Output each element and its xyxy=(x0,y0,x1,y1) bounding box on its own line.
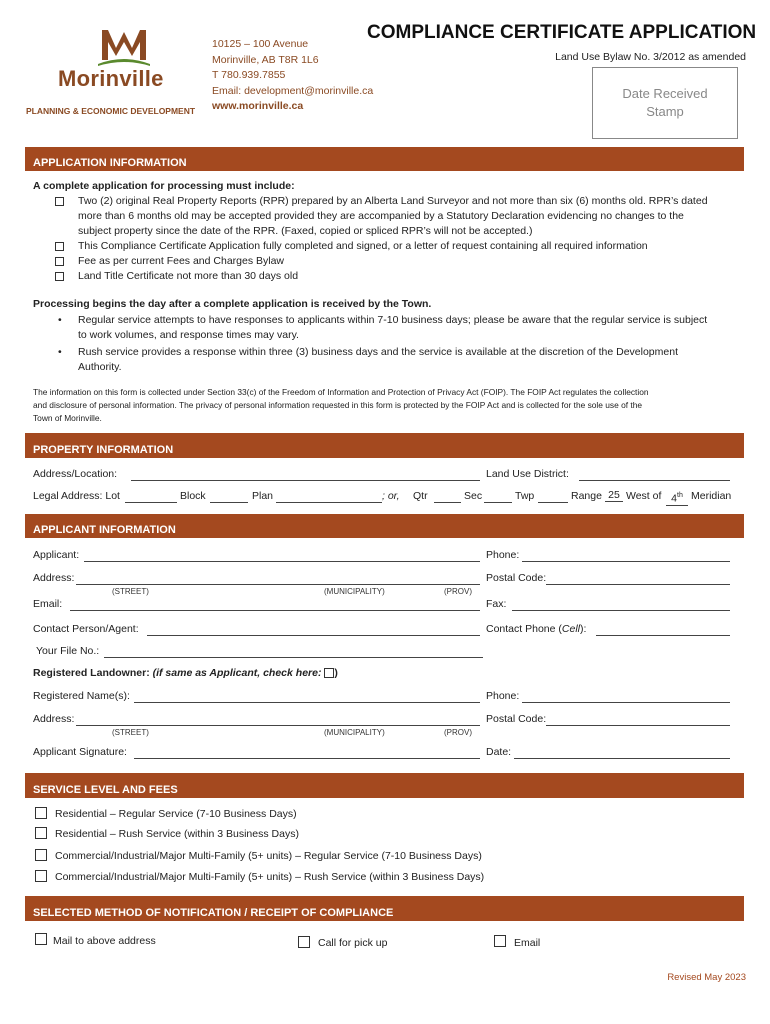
logo-text: Morinville xyxy=(58,66,164,91)
registered-names-label: Registered Name(s): xyxy=(33,690,130,702)
residential-rush-checkbox[interactable] xyxy=(35,827,47,839)
stamp-label-2: Stamp xyxy=(646,104,684,119)
or-label: ; or, xyxy=(382,490,400,502)
town-phone: T 780.939.7855 xyxy=(212,69,286,81)
bullet-icon: • xyxy=(58,346,62,358)
sec-input[interactable] xyxy=(484,502,512,503)
applicant-signature-input[interactable] xyxy=(134,758,480,759)
applicant-email-input[interactable] xyxy=(70,610,480,611)
landowner-phone-input[interactable] xyxy=(522,702,730,703)
range-value[interactable]: 25 xyxy=(605,490,623,502)
stamp-label-1: Date Received xyxy=(622,86,708,101)
registered-landowner-label: Registered Landowner: xyxy=(33,667,150,679)
range-label: Range xyxy=(571,490,602,502)
prov-caption-2: (PROV) xyxy=(444,728,472,737)
applicant-email-label: Email: xyxy=(33,598,63,610)
street-caption-2: (STREET) xyxy=(112,728,149,737)
requirement-land-title-text: Land Title Certificate not more than 30 days old xyxy=(78,270,299,282)
block-input[interactable] xyxy=(210,502,248,503)
same-as-applicant-checkbox[interactable] xyxy=(324,668,334,678)
bylaw-reference: Land Use Bylaw No. 3/2012 as amended xyxy=(555,51,746,63)
address-location-label: Address/Location: xyxy=(33,468,118,480)
landowner-address-input[interactable] xyxy=(76,725,480,726)
sec-label: Sec xyxy=(464,490,483,502)
signature-date-label: Date: xyxy=(486,746,512,758)
plan-input[interactable] xyxy=(276,502,382,503)
west-of-label: West of xyxy=(626,490,662,502)
section-service-level-fees: SERVICE LEVEL AND FEES xyxy=(25,773,744,798)
town-website[interactable]: www.morinville.ca xyxy=(212,100,304,112)
pickup-checkbox[interactable] xyxy=(298,936,310,948)
date-received-stamp-box xyxy=(592,67,738,139)
regular-service-line2: to work volumes, and response times may vary. xyxy=(78,329,299,341)
foip-line2: and disclosure of personal information. The privacy of personal information requested in this form is protected by the FOIP Act and is collected for the sole use of the xyxy=(33,400,643,410)
rush-service-line2: Authority. xyxy=(78,361,122,373)
residential-regular-checkbox[interactable] xyxy=(35,807,47,819)
application-checkbox[interactable] xyxy=(55,242,64,251)
foip-line3: Town of Morinville. xyxy=(33,413,102,423)
town-logo xyxy=(26,26,206,122)
requirement-land-title xyxy=(55,269,708,284)
meridian-suffix: th xyxy=(677,492,683,499)
applicant-address-label: Address: xyxy=(33,572,75,584)
rush-service-bullet xyxy=(58,345,707,375)
contact-phone-cell: Cell xyxy=(561,623,580,635)
commercial-regular-label: Commercial/Industrial/Major Multi-Family (5+ units) – Regular Service (7-10 Business Days) xyxy=(55,850,482,862)
twp-label: Twp xyxy=(515,490,535,502)
your-file-number-label: Your File No.: xyxy=(36,645,100,657)
must-include-heading: A complete application for processing must include: xyxy=(33,180,295,192)
mail-label: Mail to above address xyxy=(53,935,156,947)
town-address xyxy=(212,37,373,115)
residential-regular-label: Residential – Regular Service (7-10 Business Days) xyxy=(55,808,297,820)
applicant-fax-input[interactable] xyxy=(512,610,730,611)
applicant-signature-label: Applicant Signature: xyxy=(33,746,127,758)
processing-bullets xyxy=(58,313,707,375)
landowner-postal-label: Postal Code: xyxy=(486,713,547,725)
regular-service-line1: Regular service attempts to have responses to applicants within 7-10 business days; please be aware that the regular service is subject xyxy=(78,314,708,326)
rush-service-line1: Rush service provides a response within three (3) business days and the service is available at the discretion of the Development xyxy=(78,346,678,358)
address-line2: Morinville, AB T8R 1L6 xyxy=(212,53,319,66)
section-notification-method: SELECTED METHOD OF NOTIFICATION / RECEIPT OF COMPLIANCE xyxy=(25,896,744,921)
legal-address-lot-label: Legal Address: Lot xyxy=(33,490,120,502)
lot-input[interactable] xyxy=(125,502,177,503)
applicant-postal-input[interactable] xyxy=(546,584,730,585)
foip-notice xyxy=(33,386,649,425)
email-notification-label: Email xyxy=(514,937,541,949)
contact-phone-label xyxy=(486,623,586,635)
applicant-phone-label: Phone: xyxy=(486,549,520,561)
rpr-checkbox[interactable] xyxy=(55,197,64,206)
registered-landowner-note: (if same as Applicant, check here: xyxy=(152,667,322,679)
registered-names-input[interactable] xyxy=(134,702,480,703)
contact-phone-label-end: ): xyxy=(579,623,587,635)
foip-line1: The information on this form is collected under Section 33(c) of the Freedom of Information and Protection of Privacy Act (FOIP). The FOIP Act regulates the collection xyxy=(33,387,649,397)
logo-department: PLANNING & ECONOMIC DEVELOPMENT xyxy=(26,106,196,116)
applicant-address-input[interactable] xyxy=(76,584,480,585)
applicant-input[interactable] xyxy=(84,561,480,562)
fee-checkbox[interactable] xyxy=(55,257,64,266)
contact-person-label: Contact Person/Agent: xyxy=(33,623,139,635)
land-use-district-input[interactable] xyxy=(579,480,730,481)
section-property-information: PROPERTY INFORMATION xyxy=(25,433,744,458)
meridian-label: Meridian xyxy=(691,490,732,502)
pickup-label: Call for pick up xyxy=(318,937,388,949)
qtr-label: Qtr xyxy=(413,490,428,502)
revised-date: Revised May 2023 xyxy=(667,972,746,983)
land-use-district-label: Land Use District: xyxy=(486,468,569,480)
plan-label: Plan xyxy=(252,490,274,502)
section-applicant-information: APPLICANT INFORMATION xyxy=(25,514,744,538)
registered-landowner-row xyxy=(33,667,338,679)
requirement-rpr xyxy=(55,194,708,239)
requirement-rpr-line3: subject property since the date of the RPR. (Faxed, copied or spliced RPR’s will not be accepted.) xyxy=(78,225,533,237)
commercial-rush-label: Commercial/Industrial/Major Multi-Family (5+ units) – Rush Service (within 3 Business Days) xyxy=(55,871,485,883)
requirement-rpr-line2: more than 6 months old may be accepted provided they are accompanied by a Statutory Declaration evidencing no changes to the xyxy=(78,210,684,222)
town-email[interactable]: Email: development@morinville.ca xyxy=(212,84,374,97)
page-title: COMPLIANCE CERTIFICATE APPLICATION xyxy=(367,22,757,43)
processing-heading: Processing begins the day after a complete application is received by the Town. xyxy=(33,298,432,310)
applicant-postal-label: Postal Code: xyxy=(486,572,547,584)
address-location-input[interactable] xyxy=(131,480,480,481)
municipality-caption-2: (MUNICIPALITY) xyxy=(324,728,385,737)
twp-input[interactable] xyxy=(538,502,568,503)
applicant-fax-label: Fax: xyxy=(486,598,507,610)
requirement-fee-text: Fee as per current Fees and Charges Bylaw xyxy=(78,255,285,267)
commercial-rush-checkbox[interactable] xyxy=(35,870,47,882)
requirement-application xyxy=(55,239,708,254)
morinville-logo-mark xyxy=(94,26,154,68)
meridian-number: 4 xyxy=(671,492,677,505)
land-title-checkbox[interactable] xyxy=(55,272,64,281)
registered-landowner-close: ) xyxy=(334,667,338,679)
landowner-address-label: Address: xyxy=(33,713,75,725)
email-notification-checkbox[interactable] xyxy=(494,935,506,947)
contact-phone-label-start: Contact Phone ( xyxy=(486,623,562,635)
regular-service-bullet xyxy=(58,313,707,343)
applicant-label: Applicant: xyxy=(33,549,80,561)
requirement-fee xyxy=(55,254,708,269)
contact-person-input[interactable] xyxy=(147,635,480,636)
requirement-application-text: This Compliance Certificate Application fully completed and signed, or a letter of request containing all required information xyxy=(78,240,648,252)
street-caption: (STREET) xyxy=(112,587,149,596)
applicant-phone-input[interactable] xyxy=(522,561,730,562)
contact-phone-input[interactable] xyxy=(596,635,730,636)
meridian-value[interactable] xyxy=(666,490,688,506)
requirements-list xyxy=(55,194,708,284)
landowner-phone-label: Phone: xyxy=(486,690,520,702)
block-label: Block xyxy=(180,490,206,502)
mail-checkbox[interactable] xyxy=(35,933,47,945)
prov-caption: (PROV) xyxy=(444,587,472,596)
your-file-number-input[interactable] xyxy=(104,657,483,658)
residential-rush-label: Residential – Rush Service (within 3 Business Days) xyxy=(55,828,299,840)
signature-date-input[interactable] xyxy=(514,758,730,759)
municipality-caption: (MUNICIPALITY) xyxy=(324,587,385,596)
address-line1: 10125 – 100 Avenue xyxy=(212,38,309,50)
landowner-postal-input[interactable] xyxy=(546,725,730,726)
section-application-information: APPLICATION INFORMATION xyxy=(25,147,744,171)
requirement-rpr-line1: Two (2) original Real Property Reports (RPR) prepared by an Alberta Land Surveyor and not more than six (6) months old. RPR’s dated xyxy=(78,195,708,207)
commercial-regular-checkbox[interactable] xyxy=(35,849,47,861)
bullet-icon: • xyxy=(58,314,62,326)
qtr-input[interactable] xyxy=(434,502,461,503)
